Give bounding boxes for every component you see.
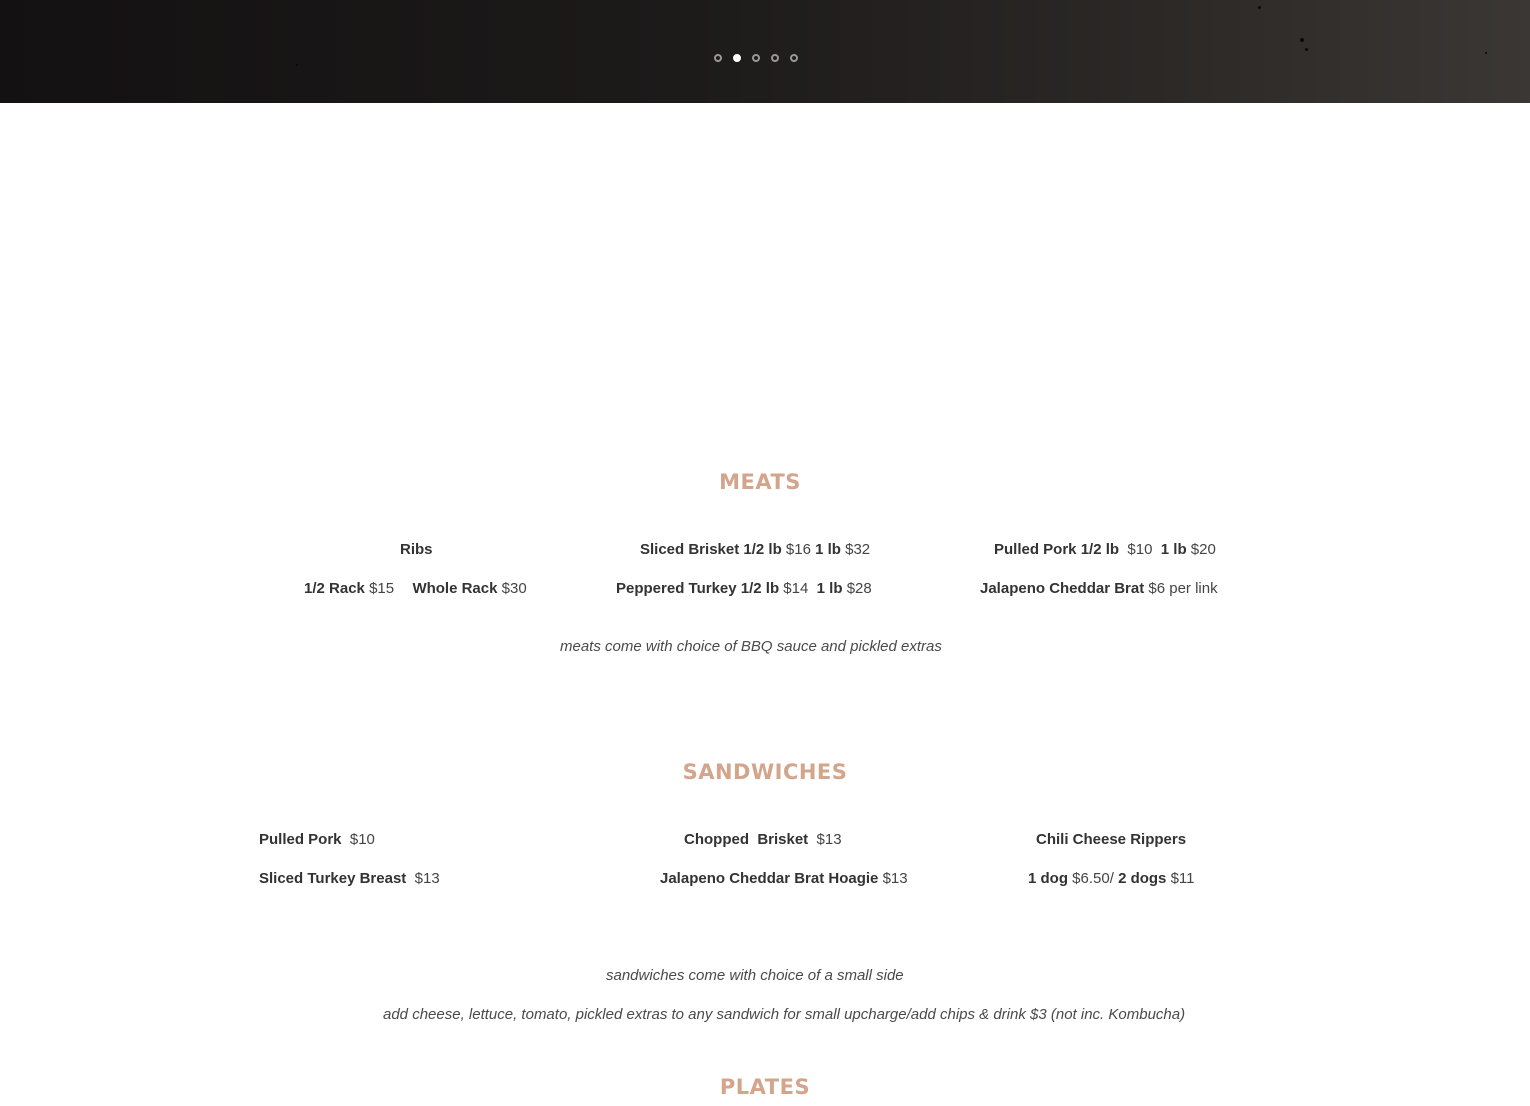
item-name: Peppered Turkey 1/2 lb xyxy=(616,580,780,597)
menu-item-pulled-pork xyxy=(994,541,1216,558)
plates-heading: PLATES xyxy=(719,1075,811,1099)
item-price: $28 xyxy=(846,580,872,597)
menu-item-peppered-turkey xyxy=(616,580,872,597)
sandwich-item-pulled-pork xyxy=(259,831,375,848)
sandwiches-note: sandwiches come with choice of a small side xyxy=(606,967,904,984)
sandwich-item-chili-cheese-rippers xyxy=(1036,831,1186,848)
item-price: $6.50/ xyxy=(1072,870,1114,887)
slider-dot-5[interactable] xyxy=(790,54,798,62)
item-price: $10 xyxy=(349,831,375,848)
hero-slider xyxy=(0,0,1530,103)
sandwich-item-rippers-prices xyxy=(1028,870,1195,887)
sandwich-item-brat-hoagie xyxy=(660,870,908,887)
hero-texture xyxy=(1300,38,1304,42)
item-price: $30 xyxy=(501,580,527,597)
slider-dot-3[interactable] xyxy=(752,54,760,62)
item-name: Sliced Brisket 1/2 lb xyxy=(640,541,782,558)
item-price: $32 xyxy=(845,541,871,558)
item-size-label: 1 lb xyxy=(816,580,843,597)
slider-dot-4[interactable] xyxy=(771,54,779,62)
menu-item-sliced-brisket xyxy=(640,541,870,558)
item-price: $20 xyxy=(1190,541,1216,558)
slider-pagination xyxy=(714,54,798,62)
menu-item-jalapeno-brat xyxy=(980,580,1218,597)
item-price: $14 xyxy=(783,580,809,597)
menu-item-ribs-prices xyxy=(304,580,527,597)
item-price: $11 xyxy=(1170,870,1195,887)
item-name: Jalapeno Cheddar Brat Hoagie xyxy=(660,870,879,887)
meats-heading: MEATS xyxy=(719,470,801,494)
item-price: $13 xyxy=(882,870,908,887)
sandwich-item-sliced-turkey xyxy=(259,870,440,887)
item-name: Chopped Brisket xyxy=(684,831,809,848)
menu-item-ribs xyxy=(400,541,433,558)
item-size-label: 1 dog xyxy=(1028,870,1068,887)
item-name: Ribs xyxy=(400,541,433,558)
sandwiches-heading: SANDWICHES xyxy=(682,760,848,784)
item-price: $15 xyxy=(369,580,395,597)
hero-texture xyxy=(296,64,298,66)
item-name: Sliced Turkey Breast xyxy=(259,870,407,887)
hero-texture xyxy=(1305,48,1308,51)
item-size-label: 1 lb xyxy=(1160,541,1187,558)
item-price: $13 xyxy=(816,831,842,848)
item-size-label: 1/2 Rack xyxy=(304,580,365,597)
meats-note: meats come with choice of BBQ sauce and pickled extras xyxy=(560,638,942,655)
item-name: Jalapeno Cheddar Brat xyxy=(980,580,1145,597)
sandwiches-addons-note: add cheese, lettuce, tomato, pickled extras to any sandwich for small upcharge/add chips & drink $3 (not inc. Kombucha) xyxy=(383,1006,1186,1023)
item-price: $10 xyxy=(1127,541,1153,558)
hero-texture xyxy=(1258,6,1261,9)
sandwich-item-chopped-brisket xyxy=(684,831,842,848)
item-size-label: 2 dogs xyxy=(1118,870,1167,887)
slider-dot-2[interactable] xyxy=(733,54,741,62)
item-name: Chili Cheese Rippers xyxy=(1036,831,1187,848)
item-size-label: 1 lb xyxy=(815,541,841,558)
hero-texture xyxy=(1485,52,1487,54)
item-name: Pulled Pork 1/2 lb xyxy=(994,541,1120,558)
item-price: $6 per link xyxy=(1148,580,1218,597)
item-name: Pulled Pork xyxy=(259,831,342,848)
item-size-label: Whole Rack xyxy=(412,580,498,597)
item-price: $16 xyxy=(785,541,811,558)
slider-dot-1[interactable] xyxy=(714,54,722,62)
item-price: $13 xyxy=(414,870,440,887)
